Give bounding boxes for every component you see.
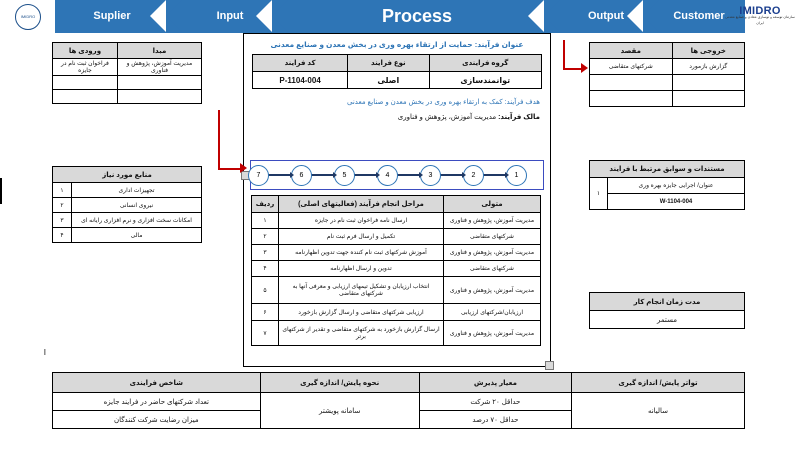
cell-resource-no: ۴	[53, 228, 72, 243]
process-title	[244, 40, 550, 49]
banner-segment-input: Input	[216, 10, 244, 22]
banner-segment-process: Process	[381, 6, 453, 26]
chevron-arrow-3	[544, 0, 560, 32]
table-row	[252, 321, 541, 346]
process-title-label: عنوان فرآیند:	[474, 40, 524, 49]
connector-output-arrowhead	[581, 63, 588, 73]
resources-table	[52, 166, 202, 243]
table-header-row	[53, 43, 202, 59]
cell-activity: تدوین و ارسال اظهارنامه	[279, 261, 444, 277]
cell-frequency: سالیانه	[572, 393, 745, 429]
chevron-sep-2	[256, 0, 272, 32]
resources-box	[52, 166, 202, 243]
cell-customer	[590, 91, 673, 107]
table-header-row	[590, 161, 745, 178]
logo-right	[722, 1, 798, 32]
process-meta-table	[252, 54, 542, 89]
cell-activity: انتخاب ارزیابان و تشکیل تیمهای ارزیابی و معرفی آنها به شرکتهای متقاضی	[279, 277, 444, 304]
cell-supplier	[117, 76, 201, 90]
table-row	[252, 277, 541, 304]
cell-owner: مدیریت آموزش، پژوهش و فناوری	[444, 277, 541, 304]
cell-resource-label: مالی	[72, 228, 202, 243]
cell-criteria: حداقل ٢٠ شرکت	[419, 393, 571, 411]
cell-process-type: اصلی	[348, 72, 429, 89]
flow-arrow-2	[438, 174, 462, 176]
connector-output-vertical	[563, 40, 565, 70]
documents-box	[589, 160, 745, 210]
header-process-type: نوع فرایند	[348, 55, 429, 72]
duration-table	[589, 292, 745, 329]
process-panel	[243, 33, 551, 367]
header-input: ورودی ها	[53, 43, 118, 59]
cell-resource-label: تجهیزات اداری	[72, 183, 202, 198]
chevron-sep-4	[627, 0, 643, 32]
table-header-row	[252, 196, 541, 213]
table-row	[590, 311, 745, 329]
table-row	[53, 393, 745, 411]
process-goal	[254, 98, 540, 106]
table-header-row	[53, 373, 745, 393]
table-header-row	[590, 43, 745, 59]
output-customer-table	[589, 42, 745, 107]
cell-row-number: ١	[252, 213, 279, 229]
input-supplier-table	[52, 42, 202, 104]
header-output: خروجی ها	[672, 43, 744, 59]
cell-input	[53, 90, 118, 104]
header-indicator: شاخص فرایندی	[53, 373, 261, 393]
logo-left	[2, 1, 54, 32]
process-steps	[251, 195, 541, 346]
connector-input-vertical	[218, 110, 220, 170]
cell-row-number: ٢	[252, 229, 279, 245]
cell-owner: ارزیابان/شرکتهای ارزیابی	[444, 304, 541, 321]
sipoc-banner	[0, 0, 800, 33]
header-resources: منابع مورد نیاز	[53, 167, 202, 183]
header-process-code: کد فرایند	[253, 55, 348, 72]
cell-output	[672, 75, 744, 91]
imidro-subtitle: سازمان توسعه و نوسازی معادن و صنایع معدنی ایران	[725, 14, 795, 25]
process-flow-strip	[250, 160, 544, 190]
header-activity: مراحل انجام فرآیند (فعالیتهای اصلی)	[279, 196, 444, 213]
cell-input	[53, 76, 118, 90]
table-row	[252, 245, 541, 261]
flow-node-6[interactable]: 6	[291, 165, 312, 186]
table-row	[53, 183, 202, 198]
table-row	[53, 90, 202, 104]
flow-node-5[interactable]: 5	[334, 165, 355, 186]
cell-activity: ارسال نامه فراخوان ثبت نام در جایزه	[279, 213, 444, 229]
cell-row-number: ٣	[252, 245, 279, 261]
table-row	[252, 229, 541, 245]
table-header-row	[253, 55, 542, 72]
cell-row-number: ٧	[252, 321, 279, 346]
cell-supplier	[117, 90, 201, 104]
banner-segment-output: Output	[587, 10, 625, 22]
cell-row-number: ۶	[252, 304, 279, 321]
header-supplier: مبدا	[117, 43, 201, 59]
chevron-arrow-4	[643, 0, 659, 32]
header-documents: مستندات و سوابق مرتبط با فرایند	[590, 161, 745, 178]
chevron-arrow-2	[272, 0, 288, 32]
cell-row-number: ۵	[252, 277, 279, 304]
cell-customer	[590, 75, 673, 91]
table-row	[53, 198, 202, 213]
page-left-edge-mark	[0, 178, 2, 204]
table-row	[590, 91, 745, 107]
cell-resource-no: ٣	[53, 213, 72, 228]
cell-activity: تکمیل و ارسال فرم ثبت نام	[279, 229, 444, 245]
cell-owner: مدیریت آموزش، پژوهش و فناوری	[444, 245, 541, 261]
table-row	[53, 76, 202, 90]
header-method: نحوه پایش/ اندازه گیری	[260, 373, 419, 393]
table-row	[252, 261, 541, 277]
table-row	[53, 59, 202, 76]
cell-method: سامانه پویشتر	[260, 393, 419, 429]
header-duration: مدت زمان انجام کار	[590, 293, 745, 311]
flow-node-3[interactable]: 3	[420, 165, 441, 186]
cell-criteria: حداقل ٧٠ درصد	[419, 411, 571, 429]
header-customer: مقصد	[590, 43, 673, 59]
process-owner-value: مدیریت آموزش، پژوهش و فناوری	[397, 114, 497, 121]
logo-left-ring: IMIDRO	[15, 4, 41, 30]
cell-document-no: ١	[590, 178, 608, 210]
chevron-arrow-1	[166, 0, 182, 32]
output-customer-box	[589, 42, 745, 107]
process-steps-table	[251, 195, 541, 346]
process-owner	[254, 113, 540, 121]
flow-node-4[interactable]: 4	[377, 165, 398, 186]
table-row	[590, 194, 745, 210]
flow-node-7[interactable]: 7	[248, 165, 269, 186]
indicators-box	[52, 372, 745, 429]
banner-segment-supplier: Suplier	[93, 10, 131, 22]
cell-customer: شرکتهای متقاضی	[590, 59, 673, 75]
cell-output	[672, 91, 744, 107]
cell-activity: ارزیابی شرکتهای متقاضی و ارسال گزارش بازخورد	[279, 304, 444, 321]
table-row	[252, 304, 541, 321]
cell-document-title: عنوان/ اجرایی جایزه بهره وری	[608, 178, 745, 194]
cell-activity: آموزش شرکتهای ثبت نام کننده جهت تدوین اظهارنامه	[279, 245, 444, 261]
header-process-group: گروه فرایندی	[429, 55, 542, 72]
table-row	[53, 213, 202, 228]
table-row	[53, 228, 202, 243]
table-row	[590, 75, 745, 91]
header-frequency: تواتر پایش/ اندازه گیری	[572, 373, 745, 393]
documents-table	[589, 160, 745, 210]
table-row	[590, 178, 745, 194]
header-owner: متولی	[444, 196, 541, 213]
imidro-wordmark: IMIDRO	[739, 4, 781, 17]
flow-arrow-5	[309, 174, 333, 176]
flow-node-1[interactable]: 1	[506, 165, 527, 186]
cell-activity: ارسال گزارش بازخورد به شرکتهای متقاضی و تقدیر از شرکتهای برتر	[279, 321, 444, 346]
connector-input-arrowhead	[240, 163, 247, 173]
cell-resource-no: ٢	[53, 198, 72, 213]
cell-document-code: W-1104-004	[608, 194, 745, 210]
indicators-table	[52, 372, 745, 429]
stray-cursor-mark: l	[44, 348, 46, 357]
cell-row-number: ۴	[252, 261, 279, 277]
cell-process-code: P-1104-004	[253, 72, 348, 89]
cell-indicator: تعداد شرکتهای حاضر در فرایند جایزه	[53, 393, 261, 411]
chevron-sep-3	[528, 0, 544, 32]
cell-input: فراخوان ثبت نام در جایزه	[53, 59, 118, 76]
flow-arrow-1	[481, 174, 505, 176]
process-owner-label: مالک فرآیند:	[498, 114, 540, 121]
header-criteria: معیار پذیرش	[419, 373, 571, 393]
flow-arrow-6	[266, 174, 290, 176]
table-row	[253, 72, 542, 89]
flow-arrow-4	[352, 174, 376, 176]
cell-duration-value: مستمر	[590, 311, 745, 329]
input-supplier-box	[52, 42, 202, 104]
cell-resource-label: امکانات سخت افزاری و نرم افزاری رایانه ای	[72, 213, 202, 228]
cell-resource-no: ١	[53, 183, 72, 198]
cell-indicator: میزان رضایت شرکت کنندگان	[53, 411, 261, 429]
table-header-row	[590, 293, 745, 311]
flow-node-2[interactable]: 2	[463, 165, 484, 186]
cell-owner: مدیریت آموزش، پژوهش و فناوری	[444, 321, 541, 346]
process-goal-label: هدف فرآیند:	[504, 99, 540, 106]
cell-owner: مدیریت آموزش، پژوهش و فناوری	[444, 213, 541, 229]
duration-box	[589, 292, 745, 329]
cell-output: گزارش بازمورد	[672, 59, 744, 75]
process-title-value: حمایت از ارتقاء بهره وری در بخش معدن و صنایع معدنی	[270, 40, 473, 49]
chevron-sep-1	[150, 0, 166, 32]
banner-segment-customer: Customer	[673, 10, 725, 22]
cell-process-group: توانمندسازی	[429, 72, 542, 89]
table-row	[252, 213, 541, 229]
cell-resource-label: نیروی انسانی	[72, 198, 202, 213]
header-row-number: ردیف	[252, 196, 279, 213]
process-goal-value: کمک به ارتقاء بهره وری در بخش معدن و صنایع معدنی	[347, 99, 503, 106]
table-header-row	[53, 167, 202, 183]
resize-handle-bottom-right[interactable]	[545, 361, 554, 370]
cell-owner: شرکتهای متقاضی	[444, 229, 541, 245]
cell-supplier: مدیریت آموزش، پژوهش و فناوری	[117, 59, 201, 76]
process-meta	[252, 54, 542, 89]
table-row	[590, 59, 745, 75]
flow-arrow-3	[395, 174, 419, 176]
cell-owner: شرکتهای متقاضی	[444, 261, 541, 277]
